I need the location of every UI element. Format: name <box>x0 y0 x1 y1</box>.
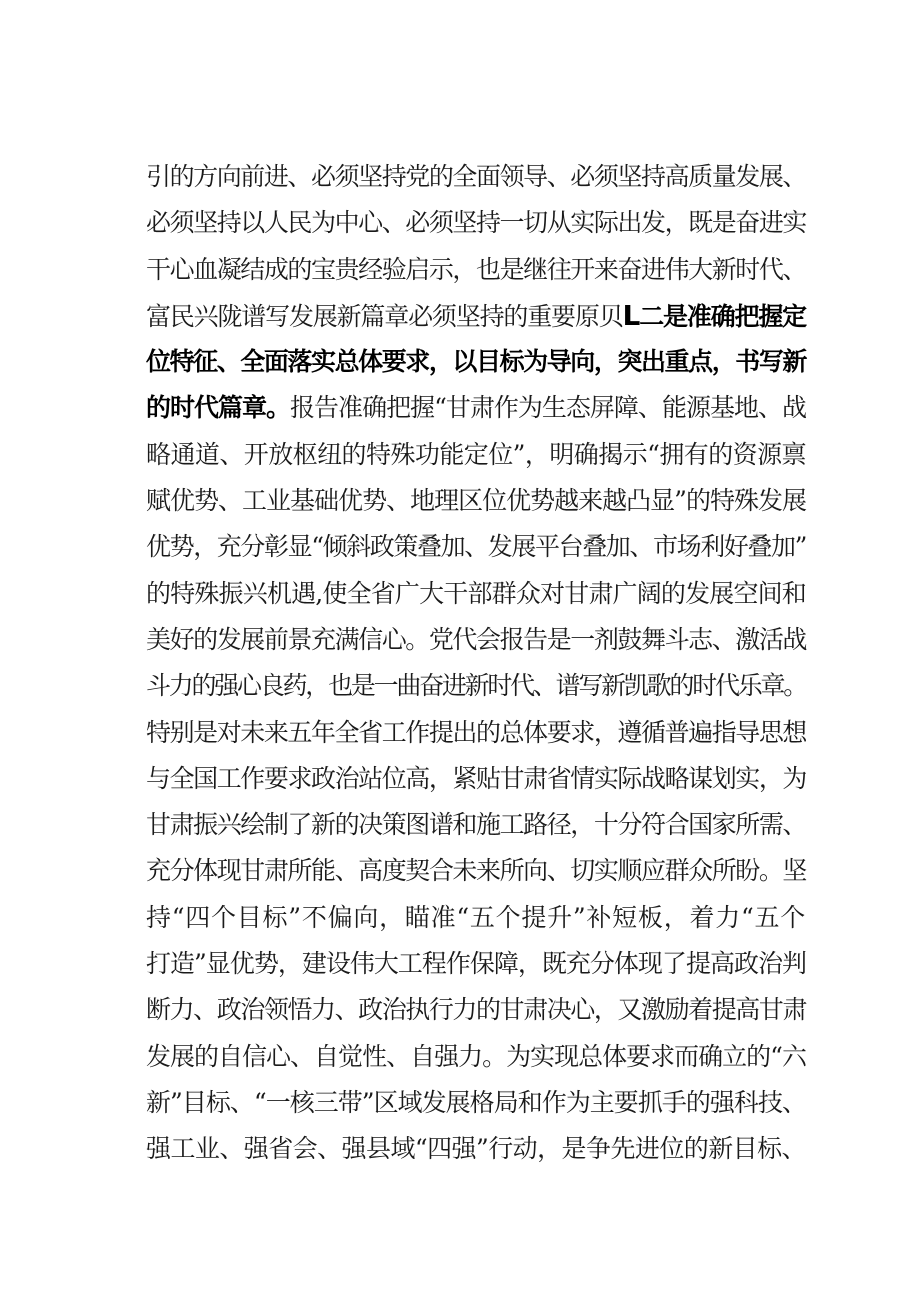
text-segment: 报告准确把握“甘肃作为生态屏障、能源基地、战 <box>290 393 806 423</box>
text-line <box>146 478 806 524</box>
text-line <box>146 339 806 385</box>
text-line <box>146 432 806 478</box>
text-segment: 断力、政治领悟力、政治执行力的甘肃决心，又激励着提高甘肃 <box>146 995 806 1025</box>
text-line <box>146 1080 806 1126</box>
bold-text-segment: 位特征、全面落实总体要求，以目标为导向，突出重点，书写新 <box>146 347 806 377</box>
text-line <box>146 154 806 200</box>
text-segment: 斗力的强心良药，也是一曲奋进新时代、谱写新凯歌的时代乐章。 <box>146 671 806 701</box>
text-line <box>146 895 806 941</box>
text-line <box>146 247 806 293</box>
text-line <box>146 200 806 246</box>
text-segment: 特别是对未来五年全省工作提出的总体要求，遵循普遍指导思想 <box>146 717 806 747</box>
text-line <box>146 710 806 756</box>
bold-text-segment: 二是准确把握定 <box>639 301 806 331</box>
text-segment: 打造”显优势，建设伟大工程作保障，既充分体现了提高政治判 <box>146 949 806 979</box>
text-segment: 美好的发展前景充满信心。党代会报告是一剂鼓舞斗志、激活战 <box>146 624 806 654</box>
text-segment: 与全国工作要求政治站位高，紧贴甘肃省情实际战略谋划实，为 <box>146 763 806 793</box>
text-line <box>146 617 806 663</box>
text-line <box>146 756 806 802</box>
text-segment: 必须坚持以人民为中心、必须坚持一切从实际出发，既是奋进实 <box>146 208 806 238</box>
text-segment: 充分体现甘肃所能、高度契合未来所向、切实顺应群众所盼。坚 <box>146 856 806 886</box>
text-line <box>146 293 806 339</box>
text-segment: 持“四个目标”不偏向，瞄准“五个提升”补短板，着力“五个 <box>146 902 806 932</box>
text-segment: 赋优势、工业基础优势、地理区位优势越来越凸显”的特殊发展 <box>146 486 806 516</box>
text-line <box>146 848 806 894</box>
text-segment: 发展的自信心、自觉性、自强力。为实现总体要求而确立的“六 <box>146 1041 806 1071</box>
text-line <box>146 987 806 1033</box>
text-line <box>146 385 806 431</box>
text-line <box>146 663 806 709</box>
text-segment: 强工业、强省会、强县域“四强”行动，是争先进位的新目标、 <box>146 1134 806 1164</box>
text-line <box>146 1034 806 1080</box>
text-segment: 新”目标、“一核三带”区域发展格局和作为主要抓手的强科技、 <box>146 1087 806 1117</box>
bold-text-segment: 的时代篇章。 <box>146 393 291 423</box>
text-line <box>146 571 806 617</box>
text-segment: 干心血凝结成的宝贵经验启示，也是继往开来奋进伟大新时代、 <box>146 254 806 284</box>
text-segment: 优势，充分彰显“倾斜政策叠加、发展平台叠加、市场利好叠加” <box>146 532 806 562</box>
text-segment: 甘肃振兴绘制了新的决策图谱和施工路径，十分符合国家所需、 <box>146 810 806 840</box>
text-line <box>146 941 806 987</box>
text-segment: 富民兴陇谱写发展新篇章必须坚持的重要原贝 <box>146 301 623 331</box>
text-segment: 略通道、开放枢纽的特殊功能定位”，明确揭示“拥有的资源禀 <box>146 439 806 469</box>
body-text <box>146 154 806 1173</box>
text-line <box>146 1126 806 1172</box>
text-line <box>146 802 806 848</box>
text-segment: 的特殊振兴机遇,使全省广大干部群众对甘肃广阔的发展空间和 <box>146 578 806 608</box>
text-segment: 引的方向前进、必须坚持党的全面领导、必须坚持高质量发展、 <box>146 162 806 191</box>
text-line <box>146 524 806 570</box>
glitch-character: L <box>622 298 640 332</box>
